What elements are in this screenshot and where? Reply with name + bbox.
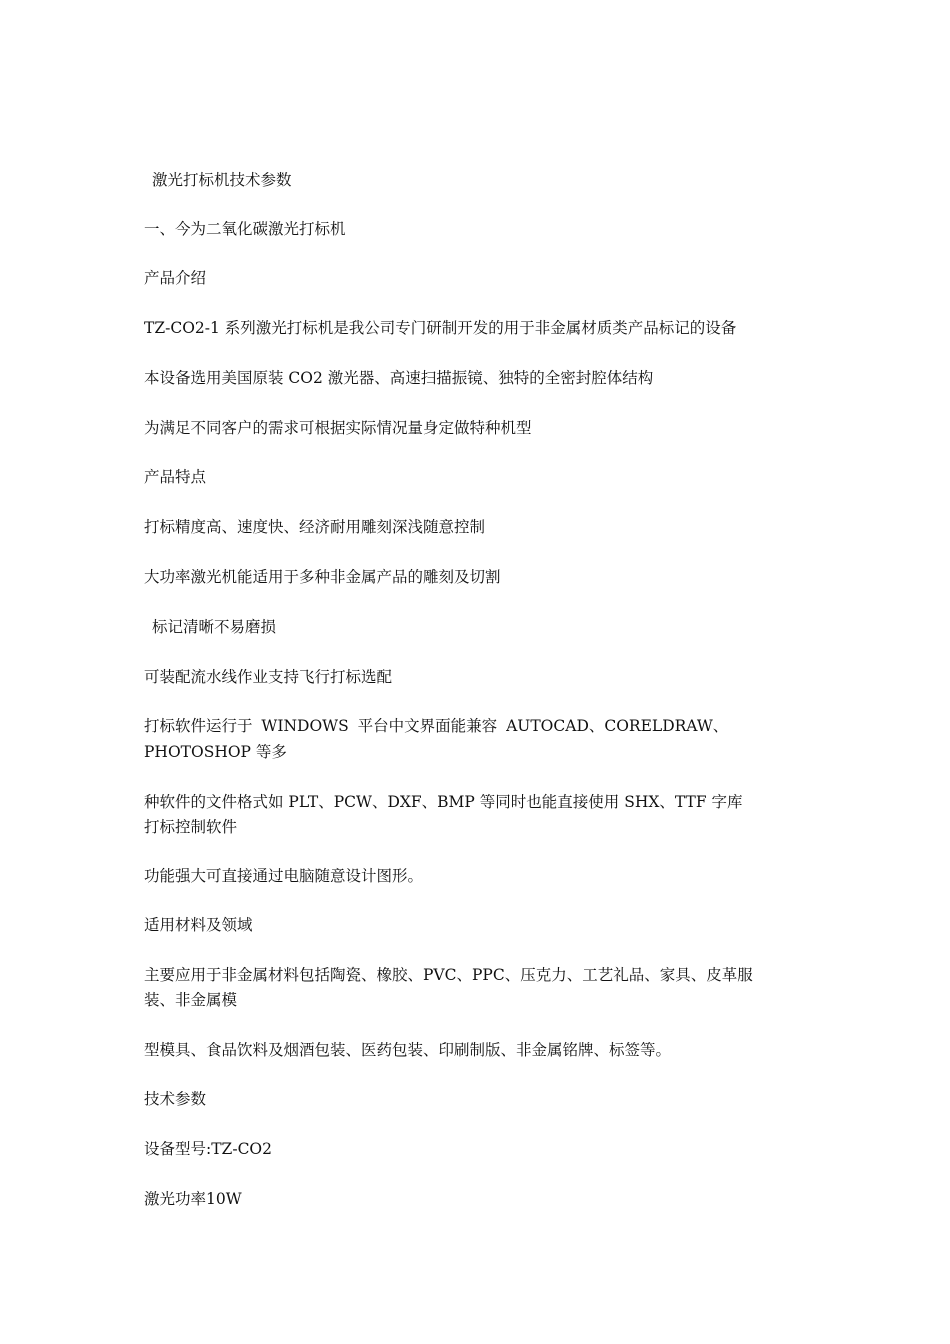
feature-item-4: 可装配流水线作业支持飞行打标选配 [144, 668, 393, 686]
feature-item-1: 打标精度高、速度快、经济耐用雕刻深浅随意控制 [144, 518, 486, 536]
spec-power: 激光功率10W [144, 1190, 242, 1208]
materials-line-1: 主要应用于非金属材料包括陶瓷、橡胶、PVC、PPC、压克力、工艺礼品、家具、皮革服 [144, 966, 753, 984]
document-title: 激光打标机技术参数 [152, 171, 292, 189]
intro-paragraph-1: TZ-CO2-1 系列激光打标机是我公司专门研制开发的用于非金属材质类产品标记的设备 [144, 319, 737, 337]
feature-item-2: 大功率激光机能适用于多种非金属产品的雕刻及切割 [144, 568, 501, 586]
specs-heading: 技术参数 [144, 1090, 207, 1108]
feature-item-7: 功能强大可直接通过电脑随意设计图形。 [144, 867, 424, 885]
feature-item-3: 标记清晰不易磨损 [152, 618, 277, 636]
spec-model: 设备型号:TZ-CO2 [144, 1140, 272, 1158]
section-heading: 一、今为二氧化碳激光打标机 [144, 220, 346, 238]
features-heading: 产品特点 [144, 468, 207, 486]
feature-item-5-line-2: PHOTOSHOP 等多 [144, 743, 287, 761]
feature-item-5-line-1: 打标软件运行于 WINDOWS 平台中文界面能兼容 AUTOCAD、CORELDRAW、 [144, 717, 729, 735]
materials-heading: 适用材料及领域 [144, 916, 253, 934]
materials-line-2: 装、非金属模 [144, 991, 238, 1009]
intro-paragraph-2: 本设备选用美国原装 CO2 激光器、高速扫描振镜、独特的全密封腔体结构 [144, 369, 654, 387]
intro-heading: 产品介绍 [144, 269, 207, 287]
feature-item-6-line-2: 打标控制软件 [144, 818, 238, 836]
materials-line-3: 型模具、食品饮料及烟酒包装、医药包装、印刷制版、非金属铭牌、标签等。 [144, 1041, 672, 1059]
intro-paragraph-3: 为满足不同客户的需求可根据实际情况量身定做特种机型 [144, 419, 532, 437]
feature-item-6-line-1: 种软件的文件格式如 PLT、PCW、DXF、BMP 等同时也能直接使用 SHX、TTF 字库 [144, 793, 743, 811]
